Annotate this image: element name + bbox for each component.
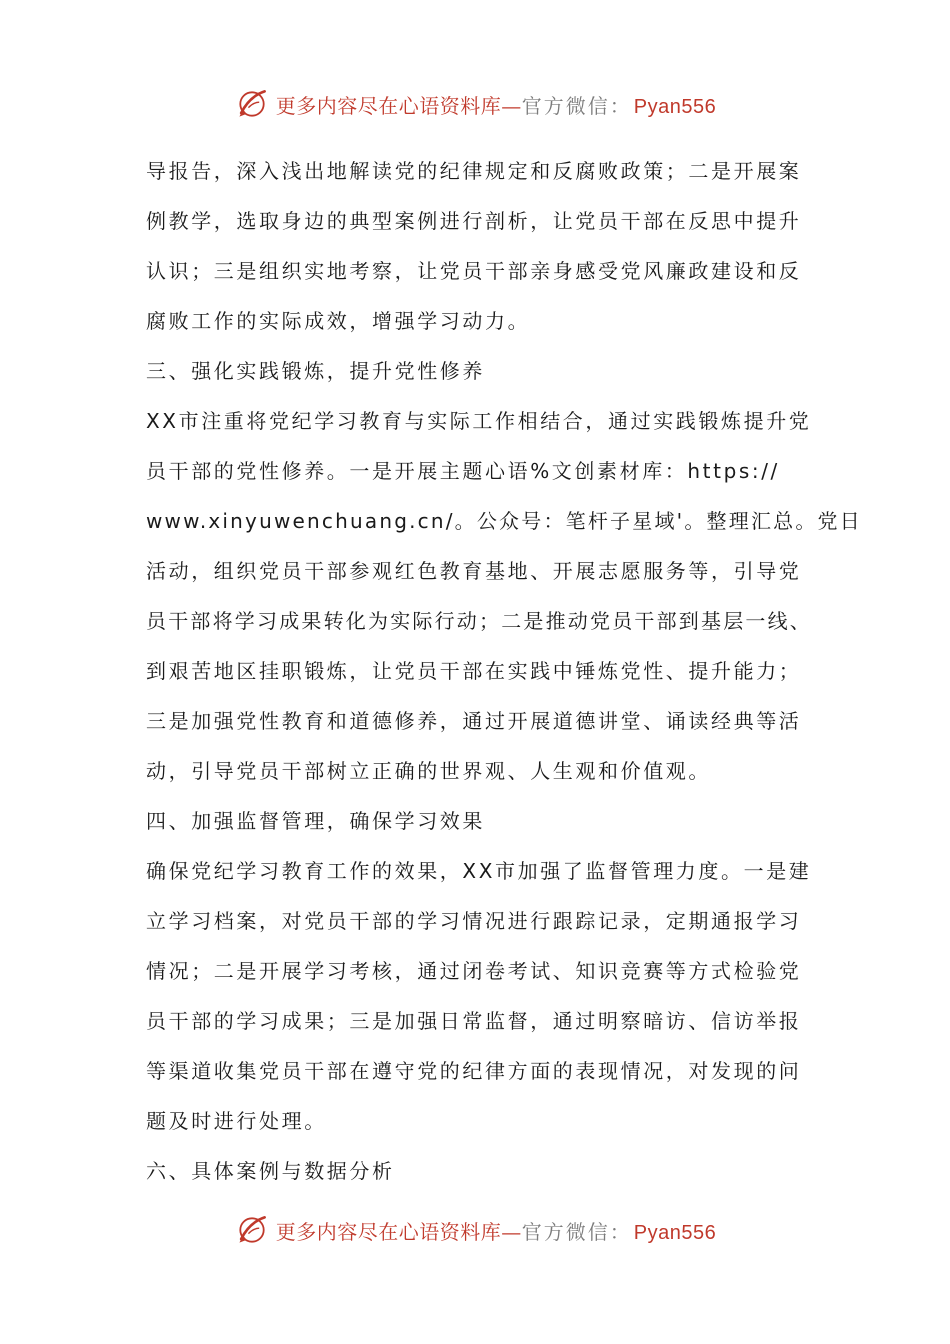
paragraph-line: 活动，组织党员干部参观红色教育基地、开展志愿服务等，引导党 [146, 559, 802, 583]
document-body [146, 148, 862, 1198]
paragraph-line: 导报告，深入浅出地解读党的纪律规定和反腐败政策；二是开展案 [146, 159, 802, 183]
section-heading: 三、强化实践锻炼，提升党性修养 [146, 359, 485, 383]
banner-dash: — [501, 93, 522, 118]
banner-official-text: 官方微信： [521, 1219, 632, 1244]
footer-banner-text [276, 1216, 716, 1245]
paragraph-line: XX市注重将党纪学习教育与实际工作相结合，通过实践锻炼提升党 [146, 409, 812, 433]
paragraph-line: 等渠道收集党员干部在遵守党的纪律方面的表现情况，对发现的问 [146, 1059, 802, 1083]
paragraph-line: 例教学，选取身边的典型案例进行剖析，让党员干部在反思中提升 [146, 209, 802, 233]
paragraph-line: www.xinyuwenchuang.cn/。公众号：笔杆子星域'。整理汇总。党日 [146, 509, 862, 533]
banner-official-text: 官方微信： [521, 93, 632, 118]
section-heading: 四、加强监督管理，确保学习效果 [146, 809, 485, 833]
paragraph-line: 认识；三是组织实地考察，让党员干部亲身感受党风廉政建设和反 [146, 259, 802, 283]
banner-wechat-id: Pyan556 [633, 95, 717, 118]
paragraph-line: 员干部的学习成果；三是加强日常监督，通过明察暗访、信访举报 [146, 1009, 802, 1033]
paragraph-line: 题及时进行处理。 [146, 1109, 327, 1133]
paragraph-line: 员干部的党性修养。一是开展主题心语%文创素材库：https:// [146, 459, 780, 483]
paragraph-line: 立学习档案，对党员干部的学习情况进行跟踪记录，定期通报学习 [146, 909, 802, 933]
banner-site-text: 更多内容尽在心语资料库 [275, 93, 502, 118]
pen-logo-icon [234, 86, 270, 122]
paragraph-line: 腐败工作的实际成效，增强学习动力。 [146, 309, 531, 333]
footer-banner [0, 1210, 950, 1250]
header-banner [0, 84, 950, 124]
banner-wechat-id: Pyan556 [633, 1221, 717, 1244]
pen-logo-icon [234, 1212, 270, 1248]
paragraph-line: 到艰苦地区挂职锻炼，让党员干部在实践中锤炼党性、提升能力； [146, 659, 802, 683]
paragraph-line: 确保党纪学习教育工作的效果，XX市加强了监督管理力度。一是建 [146, 859, 812, 883]
paragraph-line: 动，引导党员干部树立正确的世界观、人生观和价值观。 [146, 759, 711, 783]
banner-dash: — [501, 1219, 522, 1244]
paragraph-line: 情况；二是开展学习考核，通过闭卷考试、知识竞赛等方式检验党 [146, 959, 802, 983]
header-banner-text [276, 90, 716, 119]
paragraph-line: 员干部将学习成果转化为实际行动；二是推动党员干部到基层一线、 [146, 609, 812, 633]
banner-site-text: 更多内容尽在心语资料库 [275, 1219, 502, 1244]
paragraph-line: 三是加强党性教育和道德修养，通过开展道德讲堂、诵读经典等活 [146, 709, 802, 733]
section-heading: 六、具体案例与数据分析 [146, 1159, 395, 1183]
